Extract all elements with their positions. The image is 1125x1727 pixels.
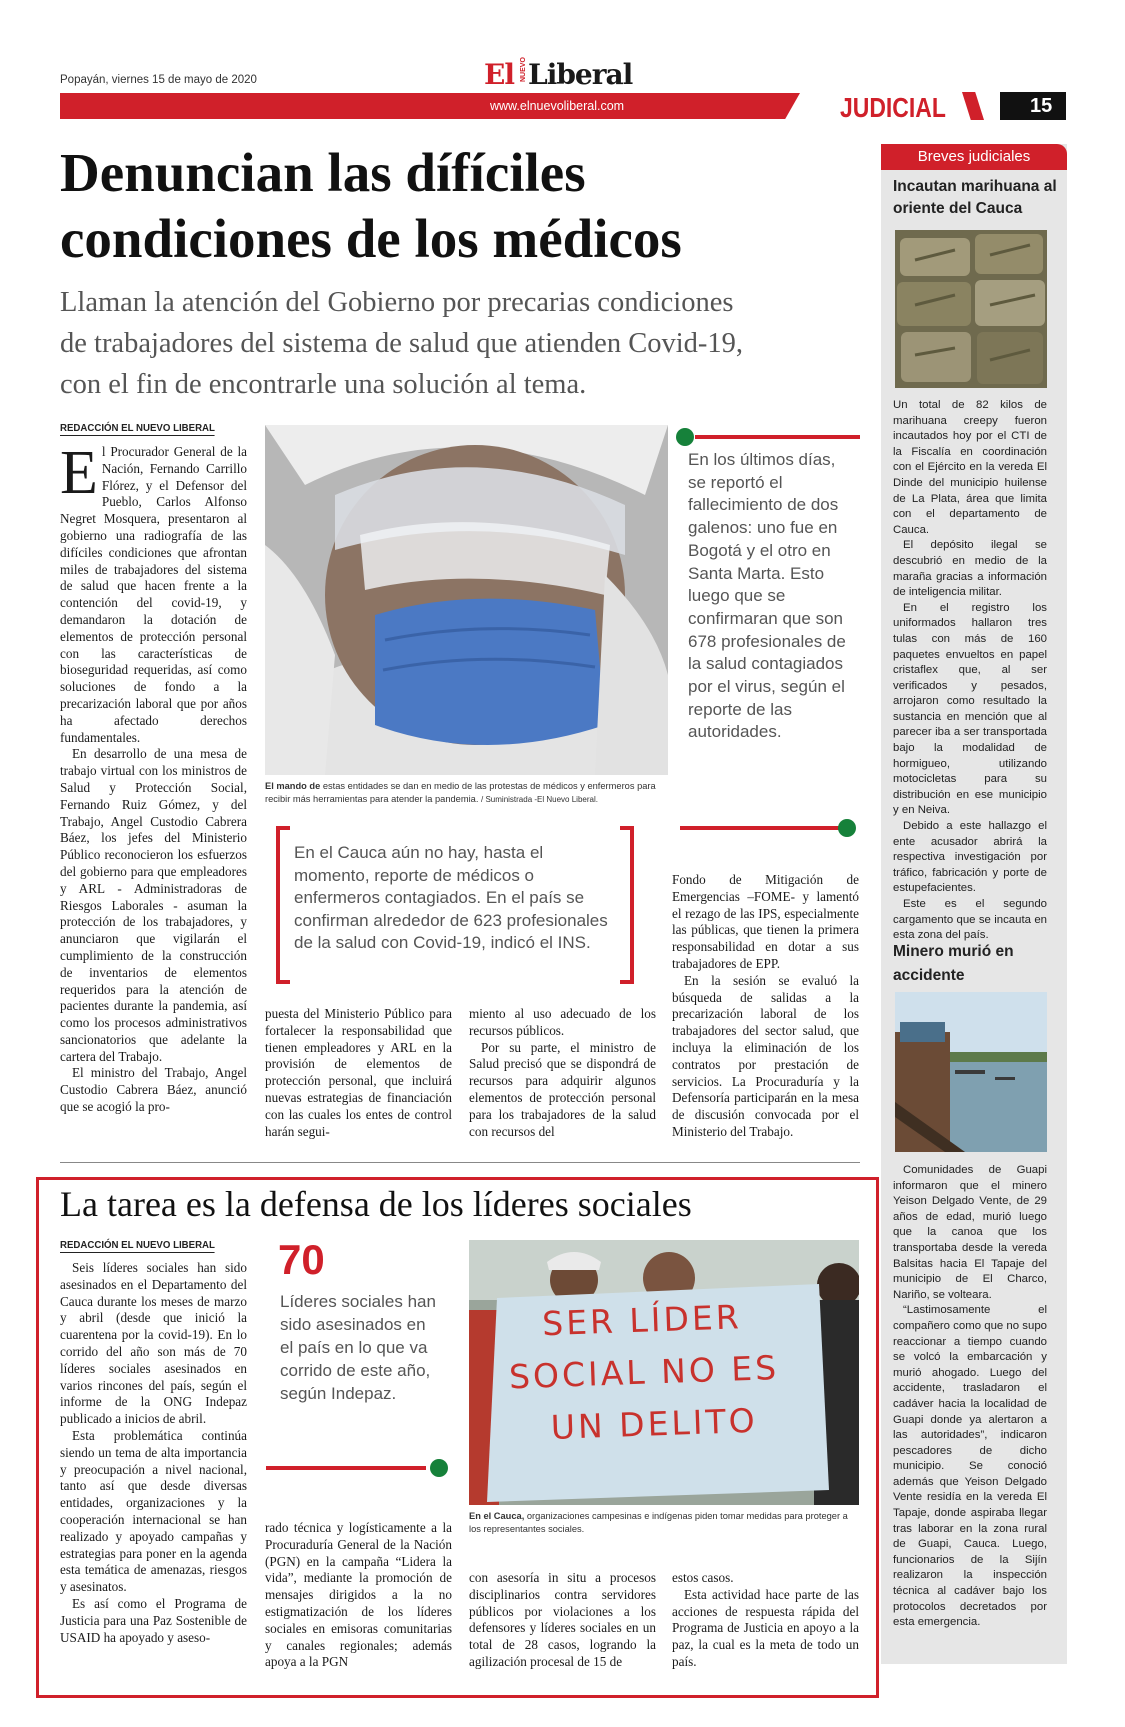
pullquote-right: En los últimos días, se reportó el fallecimiento de dos galenos: uno fue en Bogotá y el otro en Santa Marta. Esto luego que se confirmaran que son 678 profesionales de la salud contagiados por el virus, según el reporte de las autoridades. bbox=[688, 450, 846, 742]
protest-photo-caption bbox=[469, 1510, 859, 1536]
col1-paragraph-1: l Procurador General de la Nación, Fernando Carrillo Flórez, y el Defensor del Pueblo, Carlos Alfonso Negret Mosquera, presentaron al gobierno una radiografía de las difíciles condiciones que afrontan miles de trabajadores del sistema de salud que hacen frente a la contención del covid-19, y demandaron la dotación de elementos de protección personal con las características de bioseguridad requeridas, así como soluciones de fondo a la precarización laboral que por años ha afectado derechos fundamentales. bbox=[60, 444, 247, 745]
col4-paragraph-1: Fondo de Mitigación de Emergencias –FOME- y lamentó el rezago de las IPS, especialmente las públicas, que tienen la primera responsabilidad en dotar a sus trabajadores de EPP. bbox=[672, 872, 859, 971]
main-column-4 bbox=[672, 872, 859, 1141]
sign-line-2: SOCIAL NO ES bbox=[508, 1347, 780, 1397]
stat-text: Líderes sociales han sido asesinados en el país en lo que va corrido de este año, según Indepaz. bbox=[280, 1292, 436, 1403]
brief2-paragraph-1: Comunidades de Guapi informaron que el minero Yeison Delgado Vente, de 29 años de edad, murió luego que la canoa que los transportaba desde la vereda Balsitas hacia El Tapaje del municipio de El Charco, Nariño, se volteara. bbox=[893, 1164, 1047, 1301]
caption-credit: / Suministrada -El Nuevo Liberal. bbox=[481, 795, 598, 804]
headline-line-1: Denuncian las dífíciles bbox=[60, 142, 586, 203]
river-illustration bbox=[895, 992, 1047, 1152]
marijuana-illustration bbox=[895, 230, 1047, 388]
pullquote-top-rule bbox=[695, 435, 860, 439]
s-col1-paragraph-2: Esta problemática continúa siendo un tema de alta importancia y preocupación a nivel nacional, tanto así que desde diversas entidades, organizaciones y la cooperación internacional se han realizado y apoyado campañas y estrategias para poner en la agenda esta temática de amenazas, riesgos y asesinatos. bbox=[60, 1427, 247, 1595]
brief1-body bbox=[893, 398, 1047, 944]
newspaper-logo[interactable] bbox=[484, 58, 644, 92]
deck-line-3: con el fin de encontrarle una solución al tema. bbox=[60, 369, 587, 400]
page-number: 15 bbox=[1030, 95, 1053, 117]
marijuana-photo bbox=[895, 230, 1047, 388]
dropcap: E bbox=[60, 444, 98, 507]
col1-paragraph-2: En desarrollo de una mesa de trabajo virtual con los ministros de Salud y Protección Social, Fernando Ruiz Gómez, y del Trabajo, Angel Custodio Cabrera Báez, los jefes del Ministerio Público reconocieron los esfuerzos del gobierno para que empleadores y ARL - Administradoras de Riesgos Laborales - asuman la protección de los trabajadores, y anunciaron que vigilarán el cumplimiento de la construcción de inventarios de elementos requeridos para la atención de pacientes durante la pandemia, así como los procesos administrativos sancionatorios que adelante la cartera del Trabajo. bbox=[60, 746, 247, 1064]
s-col1-paragraph-3: Es así como el Programa de Justicia para una Paz Sostenible de USAID ha apoyado y aseso- bbox=[60, 1595, 247, 1645]
main-byline: REDACCIÓN EL NUEVO LIBERAL bbox=[60, 422, 215, 434]
s-col4-paragraph-2: Esta actividad hace parte de las acciones de respuesta rápida del Programa de Justicia en apoyo a la paz, la cual es la meta de todo un país. bbox=[672, 1586, 859, 1669]
brief1-paragraph-4: Debido a este hallazgo el ente acusador abrirá la respectiva investigación por tráfico, fabricación y porte de estupefacientes. bbox=[893, 820, 1047, 895]
main-column-2 bbox=[265, 1006, 452, 1140]
green-dot-top bbox=[676, 428, 694, 446]
col1-paragraph-3: El ministro del Trabajo, Angel Custodio Cabrera Báez, anunció que se acogió la pro- bbox=[60, 1065, 247, 1115]
second-byline: REDACCIÓN EL NUEVO LIBERAL bbox=[60, 1239, 215, 1251]
doctor-photo bbox=[265, 425, 668, 775]
stat-number: 70 bbox=[278, 1236, 325, 1283]
brief1-paragraph-3: En el registro los uniformados hallaron tres tulas con más de 160 paquetes envueltos en papel cristaflex que, al ser verificados y pesados, arrojaron como resultado la sustancia en mención que al parecer iba a ser transportada bajo la modalidad de hormigueo, utilizando motocicletas para su distribución en ese municipio y en Neiva. bbox=[893, 601, 1047, 817]
stat-rule bbox=[266, 1466, 426, 1470]
sign-line-1: SER LÍDER bbox=[541, 1297, 743, 1344]
s-col3-paragraph: con asesoría in situ a procesos disciplinarios contra servidores públicos por violaciones a los defensores y líderes sociales en un total de 28 casos, logrando la agilización procesal de 15 de bbox=[469, 1570, 656, 1669]
col2-paragraph: puesta del Ministerio Público para fortalecer la responsabilidad que tienen empleadores y ARL en la provisión de elementos de protección personal, que incluirá nuevas estrategias de financiación con las cuales los entes de control harán segui- bbox=[265, 1006, 452, 1139]
col4-paragraph-2: En la sesión se evaluó la búsqueda de salidas a la precarización laboral de los trabajadores del sector salud, que incluya la eliminación de los contratos por prestación de servicios. La Procuraduría y la Defensoría participarán en la mesa de discusión convocada por el Ministerio del Trabajo. bbox=[672, 972, 859, 1139]
bracket-right bbox=[620, 826, 634, 984]
brief2-title: Minero murió en accidente bbox=[893, 943, 1014, 984]
doctor-illustration bbox=[265, 425, 668, 775]
s-col2-paragraph: rado técnica y logísticamente a la Procuraduría General de la Nación (PGN) en la campaña “Lidera la vida”, mediante la promoción de mensajes dirigidos a la no estigmatización de los líderes sociales en emisoras comunitarias y canales regionales; además apoya a la PGN bbox=[265, 1520, 452, 1670]
second-headline: La tarea es la defensa de los líderes sociales bbox=[60, 1184, 692, 1224]
second-column-2 bbox=[265, 1520, 452, 1671]
main-column-3 bbox=[469, 1006, 656, 1140]
website-url[interactable]: www.elnuevoliberal.com bbox=[490, 99, 625, 113]
date-line: Popayán, viernes 15 de mayo de 2020 bbox=[60, 74, 257, 86]
stat-green-dot bbox=[430, 1459, 448, 1477]
sign-line-3: UN DELITO bbox=[550, 1400, 759, 1447]
deck-line-2: de trabajadores del sistema de salud que atienden Covid-19, bbox=[60, 328, 743, 359]
sidebar-tab: Breves judiciales bbox=[881, 144, 1067, 170]
section-label: JUDICIAL bbox=[840, 92, 946, 123]
brief1-paragraph-2: El depósito ilegal se descubrió en medio de la maraña gracias a información de inteligencia militar. bbox=[893, 539, 1047, 599]
brief2-paragraph-2: “Lastimosamente el compañero como que no supo reaccionar a tiempo cuando se volcó la embarcación y murió ahogado. Luego del accidente, trasladaron el cadáver hacia la localidad de Guapi donde ya alertaron a las autoridades”, indicaron pescadores de dicho municipio. Se conoció además que Yeison Delgado Vente residía en la vereda El Tapaje, donde aspiraba llegar tras laborar en la zona rural de Guapi, Cauca. Luego, funcionarios de la Sijín realizaron la inspección técnica al cadáver bajo los protocolos decretados por esta emergencia. bbox=[893, 1304, 1047, 1629]
brief1-paragraph-5: Este es el segundo cargamento que se incauta en esta zona del país. bbox=[893, 898, 1047, 942]
deck-line-1: Llaman la atención del Gobierno por precarias condiciones bbox=[60, 287, 734, 318]
second-column-3 bbox=[469, 1570, 656, 1671]
s-col4-paragraph-1: estos casos. bbox=[672, 1570, 734, 1585]
river-photo bbox=[895, 992, 1047, 1152]
logo-el: El bbox=[484, 58, 514, 91]
pullquote-center: En el Cauca aún no hay, hasta el momento, reporte de médicos o enfermeros contagiados. En el país se confirman alrededor de 623 profesionales de la salud con Covid-19, indicó el INS. bbox=[294, 843, 608, 952]
main-headline bbox=[60, 140, 860, 272]
header-red-bar bbox=[60, 93, 800, 119]
doctor-photo-caption bbox=[265, 780, 668, 806]
protest-caption-text: organizaciones campesinas e indígenas piden tomar medidas para proteger a los representantes sociales. bbox=[469, 1511, 848, 1534]
protest-photo bbox=[469, 1240, 859, 1505]
caption-bold: El mando de bbox=[265, 781, 321, 791]
pullquote-bottom-rule bbox=[680, 826, 845, 830]
second-column-4 bbox=[672, 1570, 859, 1671]
logo-liberal: Liberal bbox=[528, 58, 633, 91]
green-dot-bottom bbox=[838, 819, 856, 837]
protest-sign-text bbox=[506, 1289, 821, 1456]
main-column-1 bbox=[60, 444, 247, 1144]
second-column-1 bbox=[60, 1260, 247, 1680]
protest-caption-bold: En el Cauca, bbox=[469, 1511, 525, 1521]
main-deck bbox=[60, 282, 860, 405]
brief1-title: Incautan marihuana al oriente del Cauca bbox=[893, 178, 1057, 217]
brief2-body bbox=[893, 1163, 1047, 1631]
bracket-left bbox=[276, 826, 290, 984]
headline-line-2: condiciones de los médicos bbox=[60, 208, 682, 269]
col3-paragraph-2: Por su parte, el ministro de Salud precisó que se dispondrá de recursos para adquirir algunos elementos de protección personal para los trabajadores de la salud con recursos del bbox=[469, 1039, 656, 1139]
col3-paragraph-1: miento al uso adecuado de los recursos públicos. bbox=[469, 1006, 656, 1038]
article-divider bbox=[60, 1162, 860, 1163]
logo-nuevo: NUEVO bbox=[520, 57, 527, 82]
caption-text: estas entidades se dan en medio de las protestas de médicos y enfermeros para recibir más herramientas para atender la pandemia. bbox=[265, 781, 656, 804]
s-col1-paragraph-1: Seis líderes sociales han sido asesinados en el Departamento del Cauca durante los meses de marzo y abril (desde que inició la cuarentena por la covid-19). En lo corrido del año son más de 70 líderes sociales asesinados en varios rincones del país, según el informe de la ONG Indepaz publicado a inicios de abril. bbox=[60, 1260, 247, 1427]
brief1-paragraph-1: Un total de 82 kilos de marihuana creepy fueron incautados hoy por el CTI de la Fiscalía en coordinación con el Ejército en la vereda El Dinde del municipio huilense de La Plata, área que limita con el departamento de Cauca. bbox=[893, 399, 1047, 536]
